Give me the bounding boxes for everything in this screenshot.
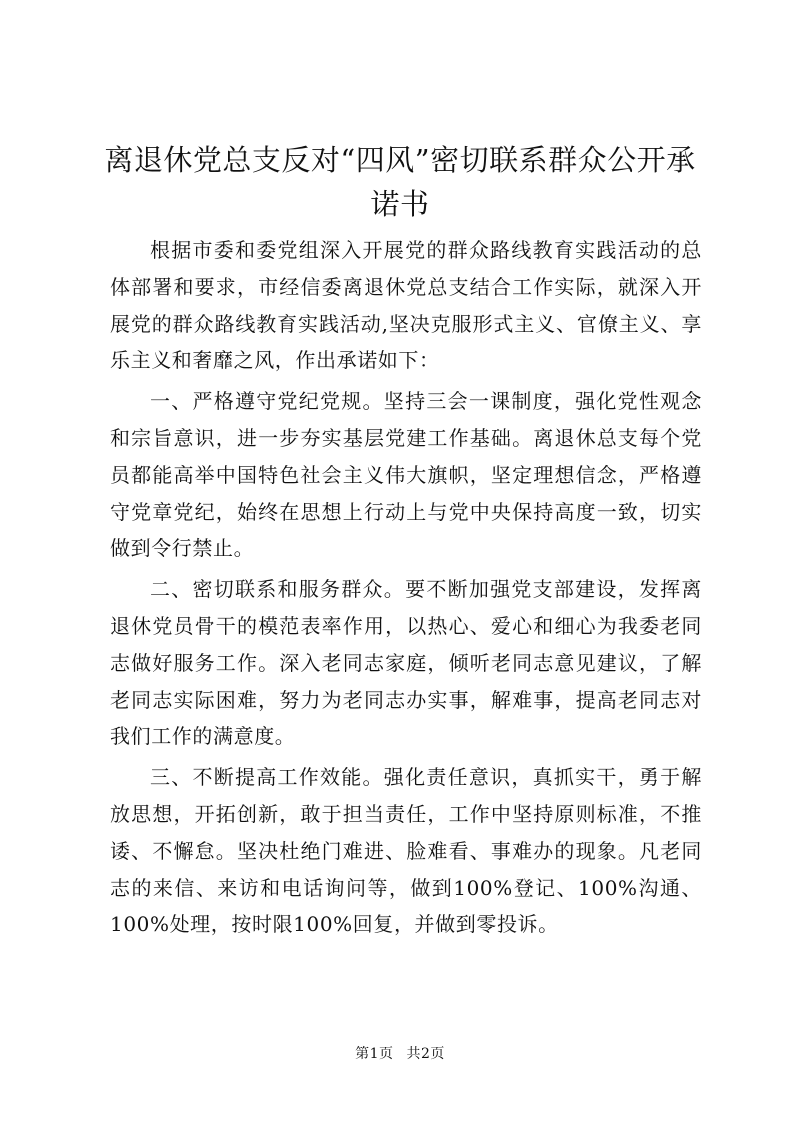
page-total: 共2页 (406, 1046, 445, 1062)
page-footer (0, 1044, 800, 1064)
document-title: 离退休党总支反对“四风”密切联系群众公开承诺书 (104, 143, 696, 221)
pledge-paragraph-3: 三、不断提高工作效能。强化责任意识，真抓实干，勇于解放思想，开拓创新，敢于担当责任，工作中坚持原则标准，不推诿、不懈怠。坚决杜绝门难进、脸难看、事难办的现象。凡老同志的来信、来访和电话询问等，做到100%登记、100%沟通、100%处理，按时限100%回复，并做到零投诉。 (110, 765, 702, 937)
document-body (110, 232, 702, 947)
pledge-paragraph-2: 二、密切联系和服务群众。要不断加强党支部建设，发挥离退休党员骨干的模范表率作用，以热心、爱心和细心为我委老同志做好服务工作。深入老同志家庭，倾听老同志意见建议，了解老同志实际困难，努力为老同志办实事，解难事，提高老同志对我们工作的满意度。 (110, 577, 702, 749)
pledge-paragraph-1: 一、严格遵守党纪党规。坚持三会一课制度，强化党性观念和宗旨意识，进一步夯实基层党建工作基础。离退休总支每个党员都能高举中国特色社会主义伟大旗帜，坚定理想信念，严格遵守党章党纪，始终在思想上行动上与党中央保持高度一致，切实做到令行禁止。 (110, 389, 702, 561)
page-number: 第1页 (355, 1046, 394, 1062)
intro-paragraph: 根据市委和委党组深入开展党的群众路线教育实践活动的总体部署和要求，市经信委离退休党总支结合工作实际，就深入开展党的群众路线教育实践活动,坚决克服形式主义、官僚主义、享乐主义和奢靡之风，作出承诺如下： (110, 238, 702, 373)
